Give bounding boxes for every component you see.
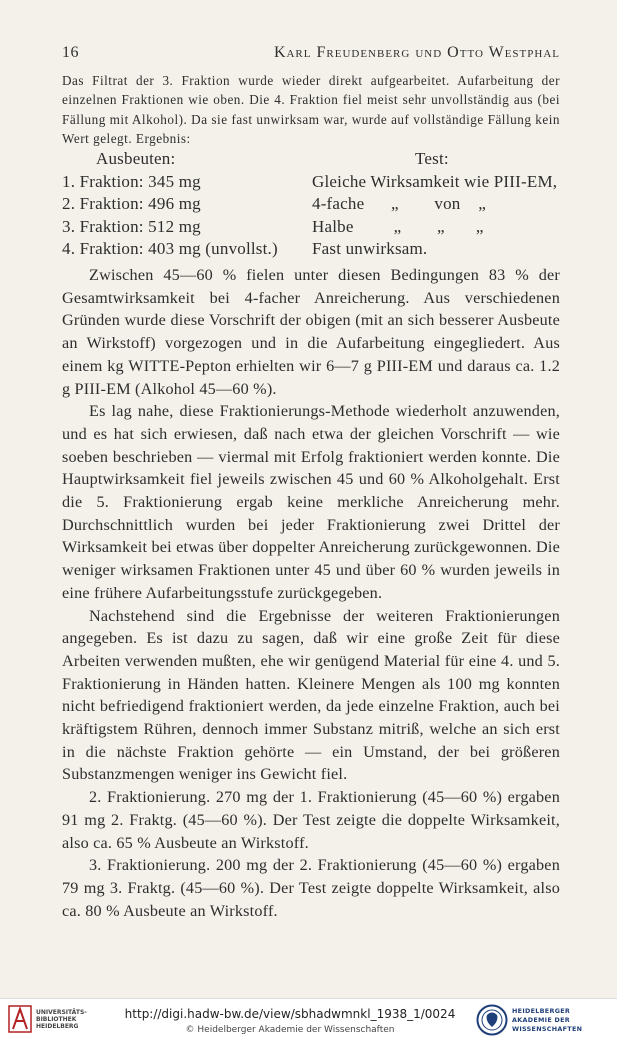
test-heading: Test: xyxy=(415,149,449,168)
test-cell: Halbe „ „ „ xyxy=(312,216,484,236)
results-row xyxy=(62,171,560,194)
paragraph: 2. Fraktionierung. 270 mg der 1. Fraktionierung (45—60 %) ergaben 91 mg 2. Fraktg. (45—60 %). Der Test zeigte die doppelte Wirksamkeit, also ca. 65 % Ausbeute an Wirkstoff. xyxy=(62,788,560,852)
page-number: 16 xyxy=(62,44,79,61)
university-library-logo[interactable] xyxy=(8,1005,88,1033)
paragraph: 3. Fraktionierung. 200 mg der 2. Fraktionierung (45—60 %) ergaben 79 mg 3. Fraktg. (45—60 %). Der Test zeigte doppelte Wirksamkeit, also ca. 80 % Ausbeute an Wirkstoff. xyxy=(62,856,560,920)
paragraph: Zwischen 45—60 % fielen unter diesen Bedingungen 83 % der Gesamtwirksamkeit bei 4-facher Anreicherung. Aus verschiedenen Gründen wurde diese Vorschrift der obigen (mit an sich besserer Ausbeute an Wirkstoff) vorgezogen und in die Aufarbeitung eingegliedert. Aus einem kg WITTE-Pepton erhielten wir 6—7 g PIII-EM und daraus ca. 1.2 g PIII-EM (Alkohol 45—60 %). xyxy=(62,266,560,398)
results-table xyxy=(62,148,560,261)
paragraph: Nachstehend sind die Ergebnisse der weiteren Fraktionierungen angegeben. Es ist dazu zu sagen, daß wir eine große Zeit für diese Arbeiten verwenden mußten, ehe wir genügend Material für eine 4. und 5. Fraktionierung in Händen hatten. Kleinere Mengen als 100 mg konnten nicht befriedigend fraktioniert werden, da jede einzelne Fraktion, auch bei kräftigstem Rühren, dennoch immer Substanz mitriß, welche an sich erst in die nächste Fraktion gehörte — ein Umstand, der bei größeren Substanzmengen weniger ins Gewicht fiel. xyxy=(62,606,560,784)
yields-heading: Ausbeuten: xyxy=(96,149,176,168)
copyright-notice: © Heidelberger Akademie der Wissenschaften xyxy=(185,1025,395,1035)
main-text xyxy=(62,264,560,922)
viewer-footer xyxy=(0,998,617,1042)
results-row xyxy=(62,193,560,216)
academy-seal-icon xyxy=(476,1004,508,1036)
intro-paragraph xyxy=(62,71,560,149)
intro-text: Das Filtrat der 3. Fraktion wurde wieder direkt aufgearbeitet. Aufarbeitung der einzelnen Fraktionen wie oben. Die 4. Fraktion fiel meist sehr unvollständig aus (bei Fällung mit Alkohol). Da sie fast unwirksam war, wurde auf vollständige Fällung kein Wert gelegt. Ergebnis: xyxy=(62,73,560,147)
results-row xyxy=(62,216,560,239)
permalink[interactable]: http://digi.hadw-bw.de/view/sbhadwmnkl_1938_1/0024 xyxy=(124,1007,456,1021)
results-header xyxy=(62,148,560,171)
academy-logo-text: HEIDELBERGER AKADEMIE DER WISSENSCHAFTEN xyxy=(512,1006,583,1033)
academy-logo[interactable] xyxy=(476,1004,610,1036)
results-row xyxy=(62,238,560,261)
test-cell: 4-fache „ von „ xyxy=(312,194,487,213)
footer-center xyxy=(115,1007,465,1035)
test-cell: Fast unwirksam. xyxy=(312,239,428,258)
test-cell: Gleiche Wirksamkeit wie PIII-EM, xyxy=(312,171,558,191)
yield-cell: 4. Fraktion: 403 mg (unvollst.) xyxy=(62,239,278,258)
yield-cell: 3. Fraktion: 512 mg xyxy=(62,216,201,236)
library-logo-icon xyxy=(8,1005,32,1033)
page-header xyxy=(62,44,560,62)
yield-cell: 1. Fraktion: 345 mg xyxy=(62,171,201,191)
running-title: Karl Freudenberg und Otto Westphal xyxy=(273,44,560,61)
paragraph: Es lag nahe, diese Fraktionierungs-Methode wiederholt anzuwenden, und es hat sich erwiesen, daß nach etwa der gleichen Vorschrift — wie soeben beschrieben — viermal mit Erfolg fraktioniert werden konnte. Die Hauptwirksamkeit fiel jeweils zwischen 45 und 60 % Alkoholgehalt. Erst die 5. Fraktionierung ergab keine merkliche Anreicherung mehr. Durchschnittlich wurden bei jeder Fraktionierung zwei Drittel der Wirksamkeit bei etwas über doppelter Anreicherung zurückgewonnen. Die weniger wirksamen Fraktionen unter 45 und über 60 % wurden jeweils in eine frühere Aufarbeitungsstufe zurückgegeben. xyxy=(62,402,560,602)
yield-cell: 2. Fraktion: 496 mg xyxy=(62,194,201,213)
library-logo-text: UNIVERSITÄTS- BIBLIOTHEK HEIDELBERG xyxy=(36,1008,87,1030)
